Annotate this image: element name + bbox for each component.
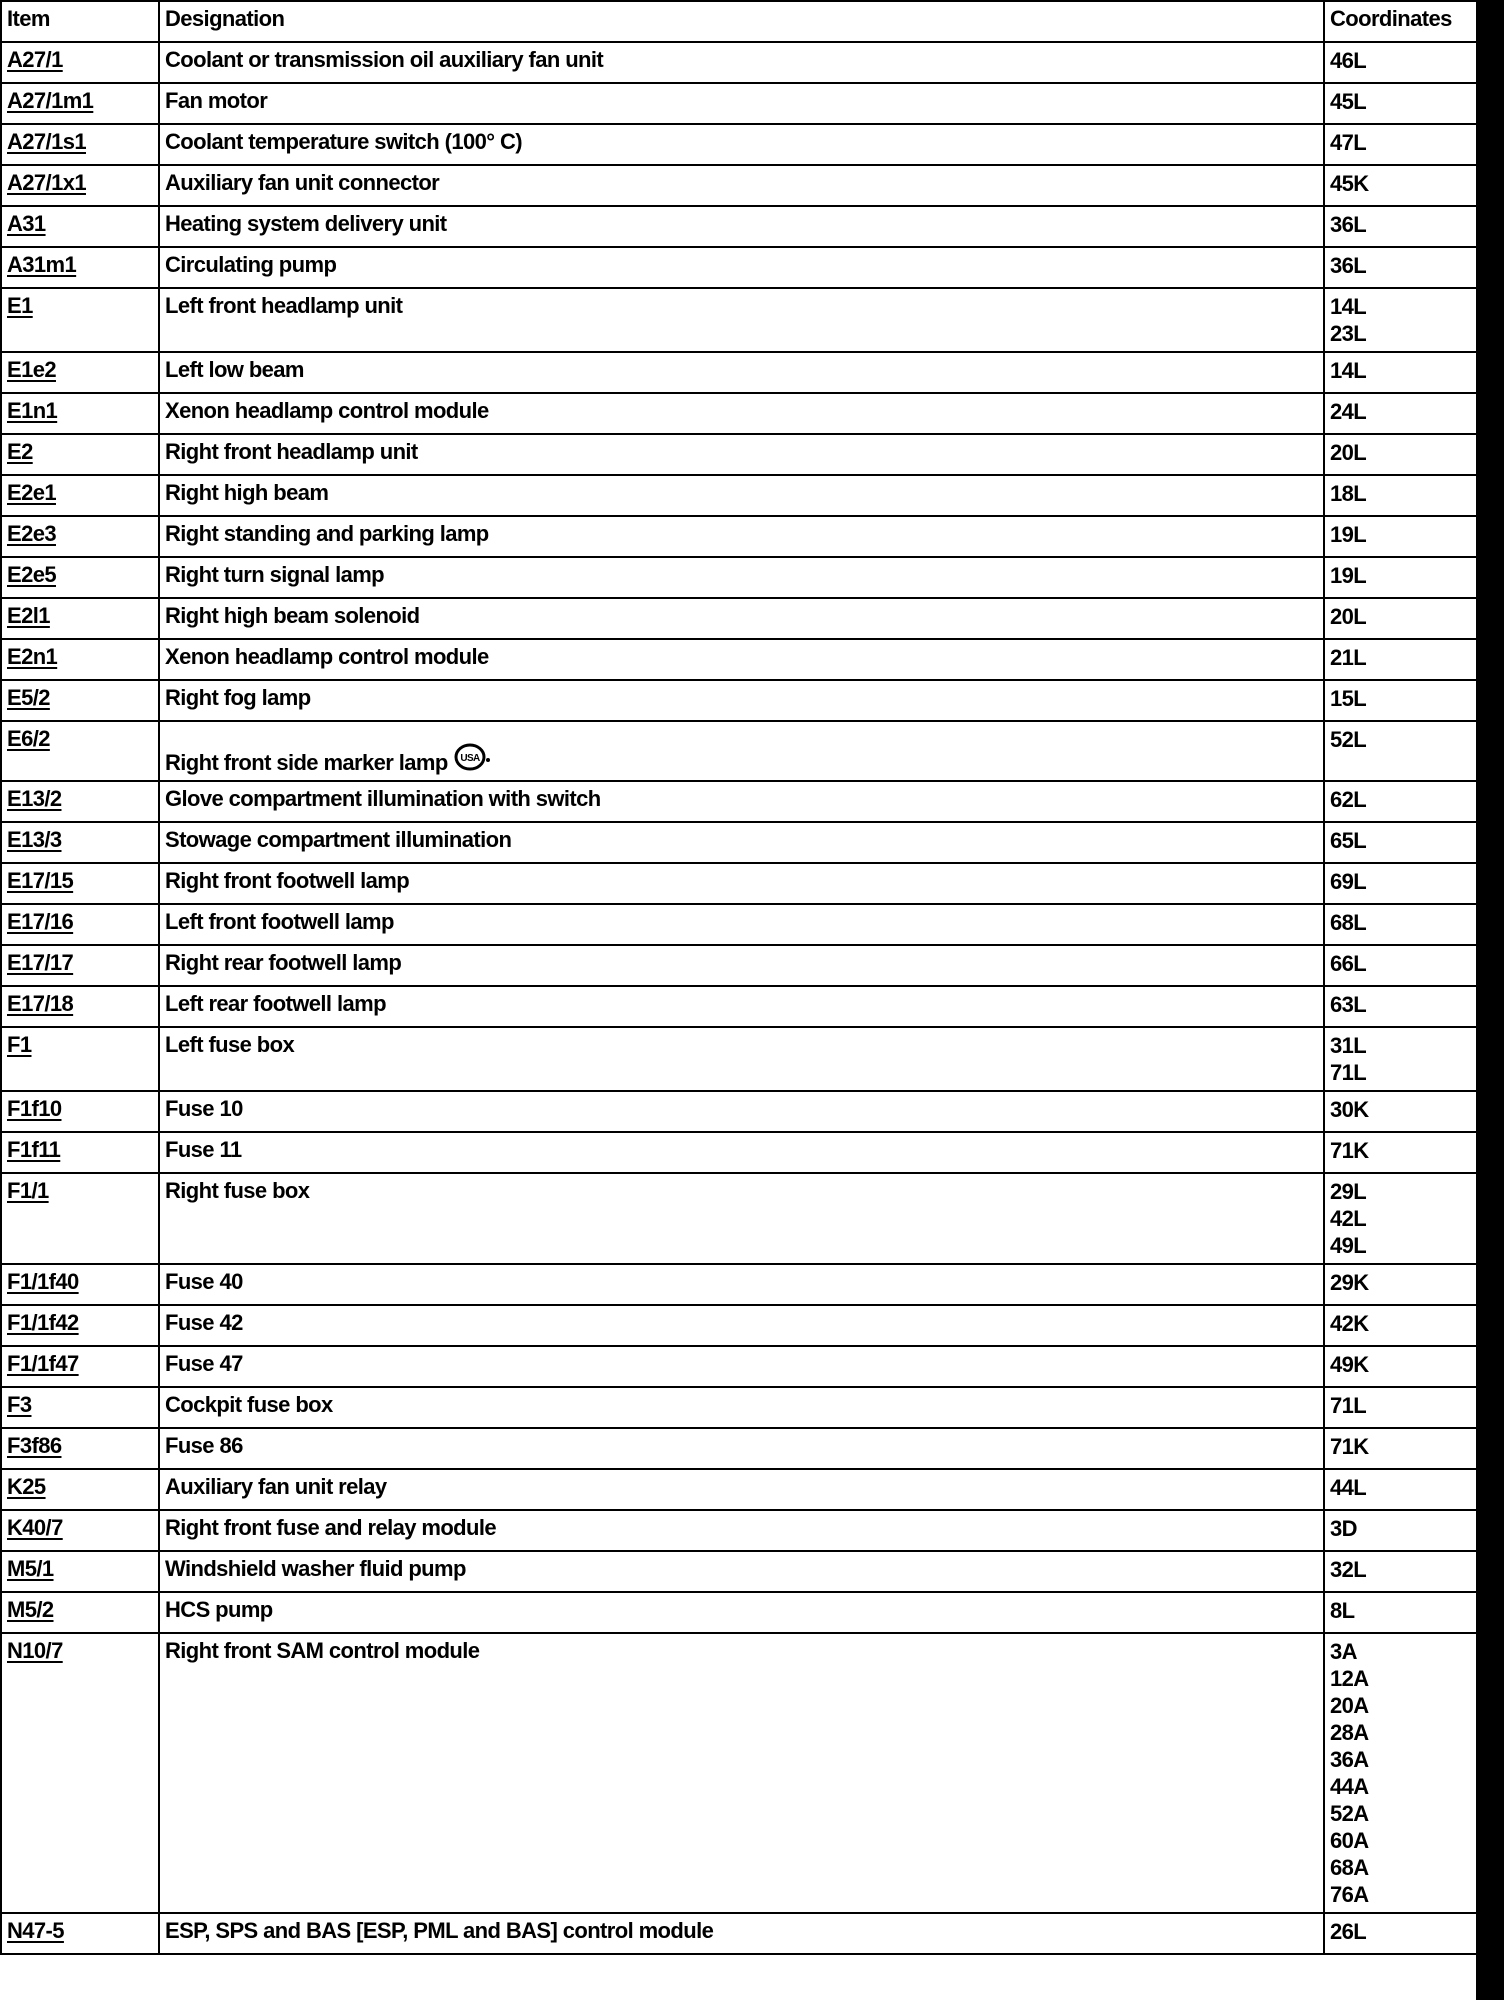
table-row xyxy=(1,1264,1477,1305)
designation-cell xyxy=(159,434,1324,475)
item-link[interactable]: K40/7 xyxy=(7,1515,63,1540)
coordinates-cell xyxy=(1324,598,1477,639)
coordinate-value: 44L xyxy=(1330,1475,1367,1500)
coordinate-value: 71K xyxy=(1330,1138,1369,1163)
item-cell xyxy=(1,434,159,475)
header-designation: Designation xyxy=(159,1,1324,42)
item-link[interactable]: F1/1f47 xyxy=(7,1351,79,1376)
coordinate-value: 69L xyxy=(1330,869,1367,894)
coordinate-value: 52L xyxy=(1330,727,1367,752)
coordinate-value: 20L xyxy=(1330,440,1367,465)
table-row xyxy=(1,206,1477,247)
header-coordinates: Coordinates xyxy=(1324,1,1477,42)
item-cell xyxy=(1,1913,159,1954)
coordinates-cell xyxy=(1324,680,1477,721)
coordinates-cell xyxy=(1324,1027,1477,1091)
designation-text: Right standing and parking lamp xyxy=(165,521,489,546)
table-row xyxy=(1,42,1477,83)
coordinate-value: 44A xyxy=(1330,1774,1369,1799)
designation-cell xyxy=(159,1633,1324,1913)
coordinates-cell xyxy=(1324,165,1477,206)
coordinates-cell xyxy=(1324,1173,1477,1264)
item-link[interactable]: E17/18 xyxy=(7,991,74,1016)
table-row xyxy=(1,986,1477,1027)
designation-cell xyxy=(159,1173,1324,1264)
designation-text: Right front fuse and relay module xyxy=(165,1515,497,1540)
item-link[interactable]: F1/1f40 xyxy=(7,1269,79,1294)
item-link[interactable]: A27/1s1 xyxy=(7,129,86,154)
coordinates-cell xyxy=(1324,822,1477,863)
designation-cell xyxy=(159,598,1324,639)
coordinate-value: 32L xyxy=(1330,1557,1367,1582)
coordinates-cell xyxy=(1324,945,1477,986)
designation-cell xyxy=(159,288,1324,352)
coordinate-value: 21L xyxy=(1330,645,1367,670)
table-body xyxy=(1,42,1477,1954)
designation-text: Auxiliary fan unit connector xyxy=(165,170,440,195)
item-link[interactable]: E2 xyxy=(7,439,33,464)
coordinate-value: 18L xyxy=(1330,481,1367,506)
item-link[interactable]: E17/17 xyxy=(7,950,74,975)
coordinates-cell xyxy=(1324,124,1477,165)
item-link[interactable]: E2e1 xyxy=(7,480,56,505)
designation-text: Right fuse box xyxy=(165,1178,310,1203)
designation-text: Glove compartment illumination with switch xyxy=(165,786,601,811)
table-row xyxy=(1,165,1477,206)
designation-text: Cockpit fuse box xyxy=(165,1392,333,1417)
item-cell xyxy=(1,1551,159,1592)
table-row xyxy=(1,1387,1477,1428)
item-link[interactable]: F1/1 xyxy=(7,1178,49,1203)
designation-cell xyxy=(159,1132,1324,1173)
item-cell xyxy=(1,124,159,165)
item-link[interactable]: A27/1 xyxy=(7,47,63,72)
coordinate-value: 19L xyxy=(1330,563,1367,588)
designation-text: Windshield washer fluid pump xyxy=(165,1556,466,1581)
table-row xyxy=(1,1132,1477,1173)
designation-text: Fuse 10 xyxy=(165,1096,243,1121)
designation-text: ESP, SPS and BAS [ESP, PML and BAS] control module xyxy=(165,1918,714,1943)
designation-cell xyxy=(159,1428,1324,1469)
item-cell xyxy=(1,206,159,247)
table-row xyxy=(1,247,1477,288)
item-link[interactable]: F1 xyxy=(7,1032,32,1057)
item-cell xyxy=(1,1173,159,1264)
coordinate-value: 60A xyxy=(1330,1828,1369,1853)
item-cell xyxy=(1,165,159,206)
designation-text: Right high beam solenoid xyxy=(165,603,420,628)
designation-text: Right front headlamp unit xyxy=(165,439,418,464)
designation-text: Coolant temperature switch (100° C) xyxy=(165,129,522,154)
item-cell xyxy=(1,1027,159,1091)
table-row xyxy=(1,945,1477,986)
item-link[interactable]: A27/1m1 xyxy=(7,88,94,113)
coordinates-cell xyxy=(1324,1428,1477,1469)
coordinate-value: 47L xyxy=(1330,130,1367,155)
designation-cell xyxy=(159,516,1324,557)
coordinate-value: 36L xyxy=(1330,212,1367,237)
designation-cell xyxy=(159,1592,1324,1633)
item-link[interactable]: F1/1f42 xyxy=(7,1310,79,1335)
coordinate-value: 30K xyxy=(1330,1097,1369,1122)
designation-text: Fuse 47 xyxy=(165,1351,243,1376)
table-row xyxy=(1,434,1477,475)
designation-text: Left front headlamp unit xyxy=(165,293,403,318)
coordinates-cell xyxy=(1324,1346,1477,1387)
coordinate-value: 28A xyxy=(1330,1720,1369,1745)
coordinate-value: 68L xyxy=(1330,910,1367,935)
item-cell xyxy=(1,904,159,945)
item-cell xyxy=(1,721,159,781)
designation-text: Heating system delivery unit xyxy=(165,211,447,236)
coordinate-value: 49K xyxy=(1330,1352,1369,1377)
item-link[interactable]: E1e2 xyxy=(7,357,56,382)
coordinates-cell xyxy=(1324,904,1477,945)
coordinate-value: 46L xyxy=(1330,48,1367,73)
item-link[interactable]: F1f11 xyxy=(7,1137,61,1162)
designation-text: Xenon headlamp control module xyxy=(165,644,489,669)
table-row xyxy=(1,1510,1477,1551)
coordinate-value: 20A xyxy=(1330,1693,1369,1718)
designation-text: Fuse 40 xyxy=(165,1269,243,1294)
table-row xyxy=(1,822,1477,863)
coordinates-cell xyxy=(1324,434,1477,475)
item-cell xyxy=(1,247,159,288)
designation-cell xyxy=(159,1264,1324,1305)
designation-text: Right front footwell lamp xyxy=(165,868,410,893)
item-link[interactable]: E2e3 xyxy=(7,521,56,546)
designation-cell xyxy=(159,639,1324,680)
item-link[interactable]: E13/3 xyxy=(7,827,62,852)
designation-cell xyxy=(159,1346,1324,1387)
coordinate-value: 29K xyxy=(1330,1270,1369,1295)
header-item: Item xyxy=(1,1,159,42)
table-row xyxy=(1,1469,1477,1510)
designation-text: Left rear footwell lamp xyxy=(165,991,386,1016)
item-link[interactable]: A31m1 xyxy=(7,252,77,277)
item-cell xyxy=(1,1264,159,1305)
designation-cell xyxy=(159,1091,1324,1132)
designation-cell xyxy=(159,945,1324,986)
coordinate-value: 3A xyxy=(1330,1639,1357,1664)
coordinates-cell xyxy=(1324,288,1477,352)
coordinates-cell xyxy=(1324,721,1477,781)
table-row xyxy=(1,1027,1477,1091)
item-link[interactable]: E17/16 xyxy=(7,909,74,934)
designation-cell xyxy=(159,124,1324,165)
coordinate-value: 8L xyxy=(1330,1598,1355,1623)
designation-cell xyxy=(159,165,1324,206)
item-cell xyxy=(1,1387,159,1428)
item-cell xyxy=(1,822,159,863)
designation-cell xyxy=(159,352,1324,393)
table-row xyxy=(1,1305,1477,1346)
designation-text: Circulating pump xyxy=(165,252,337,277)
designation-text: Right front SAM control module xyxy=(165,1638,480,1663)
table-row xyxy=(1,781,1477,822)
item-link[interactable]: E2l1 xyxy=(7,603,50,628)
item-cell xyxy=(1,945,159,986)
designation-cell xyxy=(159,247,1324,288)
coordinate-value: 14L xyxy=(1330,294,1367,319)
coordinate-value: 71L xyxy=(1330,1060,1367,1085)
item-cell xyxy=(1,1305,159,1346)
item-link[interactable]: E13/2 xyxy=(7,786,62,811)
table-row xyxy=(1,1592,1477,1633)
item-link[interactable]: F1f10 xyxy=(7,1096,62,1121)
designation-text: Right high beam xyxy=(165,480,329,505)
item-link[interactable]: M5/1 xyxy=(7,1556,54,1581)
designation-cell xyxy=(159,863,1324,904)
designation-cell xyxy=(159,986,1324,1027)
coordinate-value: 63L xyxy=(1330,992,1367,1017)
coordinate-value: 14L xyxy=(1330,358,1367,383)
item-cell xyxy=(1,557,159,598)
item-cell xyxy=(1,288,159,352)
item-cell xyxy=(1,352,159,393)
designation-cell xyxy=(159,557,1324,598)
coordinates-cell xyxy=(1324,1913,1477,1954)
designation-text: Right turn signal lamp xyxy=(165,562,385,587)
designation-text: Right front side marker lamp xyxy=(165,750,448,775)
designation-cell xyxy=(159,1305,1324,1346)
coordinate-value: 62L xyxy=(1330,787,1367,812)
coordinate-value: 45L xyxy=(1330,89,1367,114)
coordinates-cell xyxy=(1324,1551,1477,1592)
designation-text: Right fog lamp xyxy=(165,685,311,710)
item-cell xyxy=(1,986,159,1027)
item-link[interactable]: N10/7 xyxy=(7,1638,63,1663)
item-link[interactable]: M5/2 xyxy=(7,1597,54,1622)
coordinates-cell xyxy=(1324,1091,1477,1132)
coordinates-cell xyxy=(1324,1387,1477,1428)
coordinate-value: 71K xyxy=(1330,1434,1369,1459)
designation-text: Stowage compartment illumination xyxy=(165,827,512,852)
coordinate-value: 24L xyxy=(1330,399,1367,424)
table-row xyxy=(1,83,1477,124)
item-cell xyxy=(1,1428,159,1469)
coordinate-value: 36L xyxy=(1330,253,1367,278)
coordinates-cell xyxy=(1324,1469,1477,1510)
designation-text: Left low beam xyxy=(165,357,304,382)
coordinates-cell xyxy=(1324,1132,1477,1173)
item-link[interactable]: E2n1 xyxy=(7,644,58,669)
item-cell xyxy=(1,1633,159,1913)
item-cell xyxy=(1,863,159,904)
designation-text: HCS pump xyxy=(165,1597,273,1622)
designation-cell xyxy=(159,680,1324,721)
designation-text: Fuse 86 xyxy=(165,1433,243,1458)
table-row xyxy=(1,721,1477,781)
coordinates-cell xyxy=(1324,1592,1477,1633)
item-link[interactable]: F3 xyxy=(7,1392,32,1417)
item-cell xyxy=(1,1346,159,1387)
coordinate-value: 71L xyxy=(1330,1393,1367,1418)
table-row xyxy=(1,393,1477,434)
item-link[interactable]: A31 xyxy=(7,211,46,236)
coordinate-value: 68A xyxy=(1330,1855,1369,1880)
table-row xyxy=(1,598,1477,639)
coordinates-cell xyxy=(1324,83,1477,124)
coordinates-cell xyxy=(1324,352,1477,393)
coordinate-value: 26L xyxy=(1330,1919,1367,1944)
coordinate-value: 15L xyxy=(1330,686,1367,711)
coordinate-value: 20L xyxy=(1330,604,1367,629)
table-row xyxy=(1,557,1477,598)
table-row xyxy=(1,475,1477,516)
designation-text: Coolant or transmission oil auxiliary fan unit xyxy=(165,47,604,72)
table-row xyxy=(1,1091,1477,1132)
table-row xyxy=(1,1173,1477,1264)
table-row xyxy=(1,288,1477,352)
designation-cell xyxy=(159,83,1324,124)
item-cell xyxy=(1,680,159,721)
coordinate-value: 49L xyxy=(1330,1233,1367,1258)
item-cell xyxy=(1,1091,159,1132)
coordinates-cell xyxy=(1324,1510,1477,1551)
page-edge-bar xyxy=(1476,0,1504,2000)
coordinates-cell xyxy=(1324,639,1477,680)
coordinate-value: 31L xyxy=(1330,1033,1367,1058)
item-cell xyxy=(1,1132,159,1173)
coordinate-value: 76A xyxy=(1330,1882,1369,1907)
coordinate-value: 42L xyxy=(1330,1206,1367,1231)
coordinates-cell xyxy=(1324,557,1477,598)
coordinates-cell xyxy=(1324,247,1477,288)
designation-text: Auxiliary fan unit relay xyxy=(165,1474,387,1499)
designation-cell xyxy=(159,206,1324,247)
designation-text: Fuse 42 xyxy=(165,1310,243,1335)
designation-text: Fuse 11 xyxy=(165,1137,242,1162)
designation-cell xyxy=(159,721,1324,781)
coordinates-cell xyxy=(1324,42,1477,83)
table-row xyxy=(1,516,1477,557)
table-row xyxy=(1,1428,1477,1469)
coordinate-value: 45K xyxy=(1330,171,1369,196)
coordinate-value: 66L xyxy=(1330,951,1367,976)
coordinate-value: 36A xyxy=(1330,1747,1369,1772)
item-link[interactable]: N47-5 xyxy=(7,1918,64,1943)
designation-text: Fan motor xyxy=(165,88,268,113)
designation-cell xyxy=(159,475,1324,516)
table-row xyxy=(1,1913,1477,1954)
item-link[interactable]: K25 xyxy=(7,1474,46,1499)
coordinate-value: 19L xyxy=(1330,522,1367,547)
designation-text: Left fuse box xyxy=(165,1032,295,1057)
coordinates-cell xyxy=(1324,986,1477,1027)
designation-text: Left front footwell lamp xyxy=(165,909,394,934)
usa-icon xyxy=(454,742,492,772)
coordinates-cell xyxy=(1324,206,1477,247)
item-link[interactable]: F3f86 xyxy=(7,1433,62,1458)
designation-cell xyxy=(159,822,1324,863)
designation-cell xyxy=(159,1469,1324,1510)
item-link[interactable]: E17/15 xyxy=(7,868,74,893)
designation-cell xyxy=(159,1913,1324,1954)
table-row xyxy=(1,1633,1477,1913)
item-cell xyxy=(1,1510,159,1551)
item-cell xyxy=(1,516,159,557)
table-header-row xyxy=(1,1,1477,42)
item-cell xyxy=(1,42,159,83)
usa-icon-label: USA xyxy=(460,753,480,764)
designation-cell xyxy=(159,42,1324,83)
item-cell xyxy=(1,393,159,434)
coordinate-value: 23L xyxy=(1330,321,1367,346)
coordinate-value: 12A xyxy=(1330,1666,1369,1691)
item-link[interactable]: A27/1x1 xyxy=(7,170,86,195)
coordinates-cell xyxy=(1324,1633,1477,1913)
item-link[interactable]: E1 xyxy=(7,293,33,318)
table-row xyxy=(1,639,1477,680)
table-row xyxy=(1,124,1477,165)
coordinates-cell xyxy=(1324,475,1477,516)
coordinates-cell xyxy=(1324,863,1477,904)
table-row xyxy=(1,904,1477,945)
coordinates-cell xyxy=(1324,516,1477,557)
coordinate-value: 3D xyxy=(1330,1516,1357,1541)
designation-cell xyxy=(159,904,1324,945)
designation-cell xyxy=(159,1027,1324,1091)
designation-cell xyxy=(159,1387,1324,1428)
designation-cell xyxy=(159,781,1324,822)
coordinates-cell xyxy=(1324,1305,1477,1346)
item-link[interactable]: E6/2 xyxy=(7,726,50,751)
coordinate-value: 52A xyxy=(1330,1801,1369,1826)
item-cell xyxy=(1,1592,159,1633)
item-cell xyxy=(1,475,159,516)
coordinates-cell xyxy=(1324,781,1477,822)
table-row xyxy=(1,680,1477,721)
item-link[interactable]: E2e5 xyxy=(7,562,56,587)
table-row xyxy=(1,1346,1477,1387)
coordinate-value: 65L xyxy=(1330,828,1367,853)
item-link[interactable]: E5/2 xyxy=(7,685,50,710)
coordinates-cell xyxy=(1324,1264,1477,1305)
item-cell xyxy=(1,83,159,124)
designation-cell xyxy=(159,1510,1324,1551)
item-cell xyxy=(1,781,159,822)
designation-cell xyxy=(159,1551,1324,1592)
designation-cell xyxy=(159,393,1324,434)
coordinates-cell xyxy=(1324,393,1477,434)
item-cell xyxy=(1,1469,159,1510)
item-cell xyxy=(1,598,159,639)
table-row xyxy=(1,863,1477,904)
table-row xyxy=(1,1551,1477,1592)
designation-text: Xenon headlamp control module xyxy=(165,398,489,423)
table-row xyxy=(1,352,1477,393)
item-link[interactable]: E1n1 xyxy=(7,398,58,423)
item-cell xyxy=(1,639,159,680)
coordinate-value: 42K xyxy=(1330,1311,1369,1336)
coordinate-value: 29L xyxy=(1330,1179,1367,1204)
designation-text: Right rear footwell lamp xyxy=(165,950,402,975)
